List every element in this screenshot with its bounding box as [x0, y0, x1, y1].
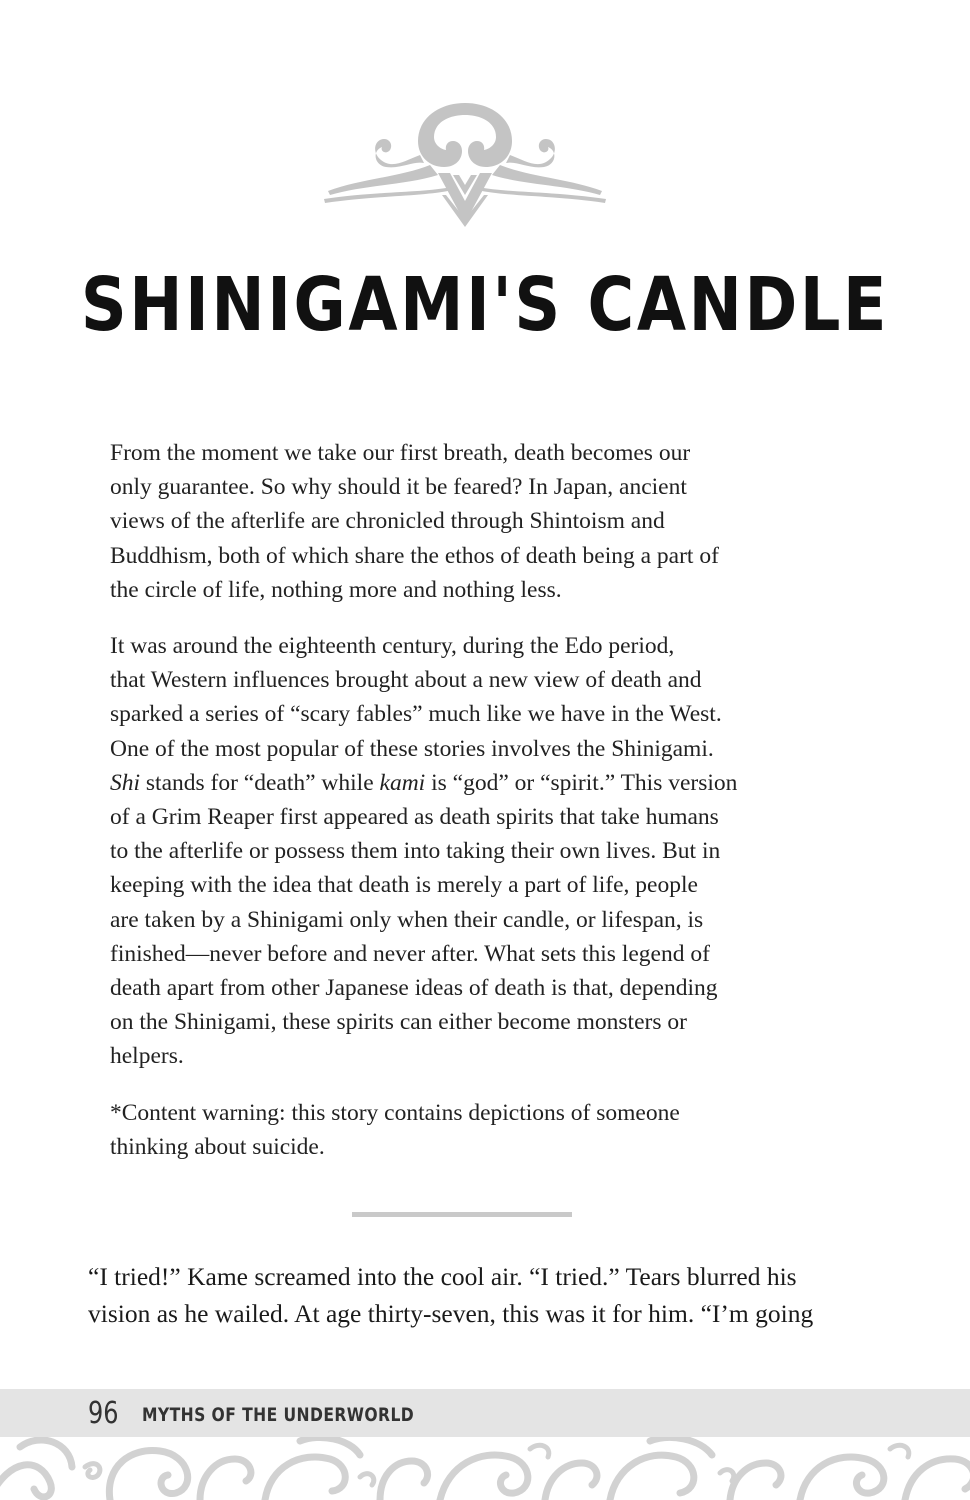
- text-line: views of the afterlife are chronicled through Shintoism and: [110, 508, 665, 535]
- text-line: on the Shinigami, these spirits can either become monsters or: [110, 1009, 687, 1036]
- text-line: keeping with the idea that death is merely a part of life, people: [110, 872, 698, 899]
- text-segment: is “god” or “spirit.” This version: [425, 769, 738, 796]
- italic-term-shi: Shi: [110, 769, 141, 796]
- text-line-mixed: [110, 766, 830, 800]
- text-line: “I tried!” Kame screamed into the cool air. “I tried.” Tears blurred his: [88, 1262, 797, 1291]
- italic-term-kami: kami: [379, 769, 426, 796]
- chapter-ornament: [320, 95, 610, 235]
- text-line: that Western influences brought about a new view of death and: [110, 667, 702, 694]
- text-line: vision as he wailed. At age thirty-seven, this was it for him. “I’m going: [88, 1299, 814, 1328]
- text-line: From the moment we take our first breath, death becomes our: [110, 440, 691, 466]
- text-line: to the afterlife or possess them into taking their own lives. But in: [110, 838, 721, 865]
- chapter-title: SHINIGAMI'S CANDLE: [80, 262, 890, 348]
- text-line: only guarantee. So why should it be feared? In Japan, ancient: [110, 474, 687, 501]
- intro-paragraph-2: [110, 629, 830, 1074]
- section-divider: [352, 1212, 572, 1217]
- text-line: sparked a series of “scary fables” much like we have in the West.: [110, 701, 722, 728]
- page-number: 96: [88, 1396, 119, 1431]
- content-warning: [110, 1096, 830, 1164]
- text-line: of a Grim Reaper first appeared as death spirits that take humans: [110, 804, 719, 831]
- running-head: MYTHS OF THE UNDERWORLD: [142, 1404, 415, 1426]
- text-segment: stands for “death” while: [140, 769, 380, 796]
- story-text: [88, 1258, 848, 1332]
- text-line: thinking about suicide.: [110, 1133, 325, 1160]
- text-line: helpers.: [110, 1043, 184, 1070]
- intro-section: [110, 436, 830, 1186]
- text-line: the circle of life, nothing more and nothing less.: [110, 576, 562, 603]
- intro-paragraph-1: [110, 436, 830, 607]
- text-line: Buddhism, both of which share the ethos of death being a part of: [110, 542, 719, 569]
- text-line: One of the most popular of these stories involves the Shinigami.: [110, 735, 714, 762]
- text-line: It was around the eighteenth century, during the Edo period,: [110, 633, 675, 660]
- text-line: death apart from other Japanese ideas of death is that, depending: [110, 975, 718, 1002]
- text-line: finished—never before and never after. What sets this legend of: [110, 940, 710, 967]
- text-line: *Content warning: this story contains depictions of someone: [110, 1099, 680, 1126]
- decorative-border-pattern: [0, 1437, 970, 1500]
- text-line: are taken by a Shinigami only when their candle, or lifespan, is: [110, 906, 704, 933]
